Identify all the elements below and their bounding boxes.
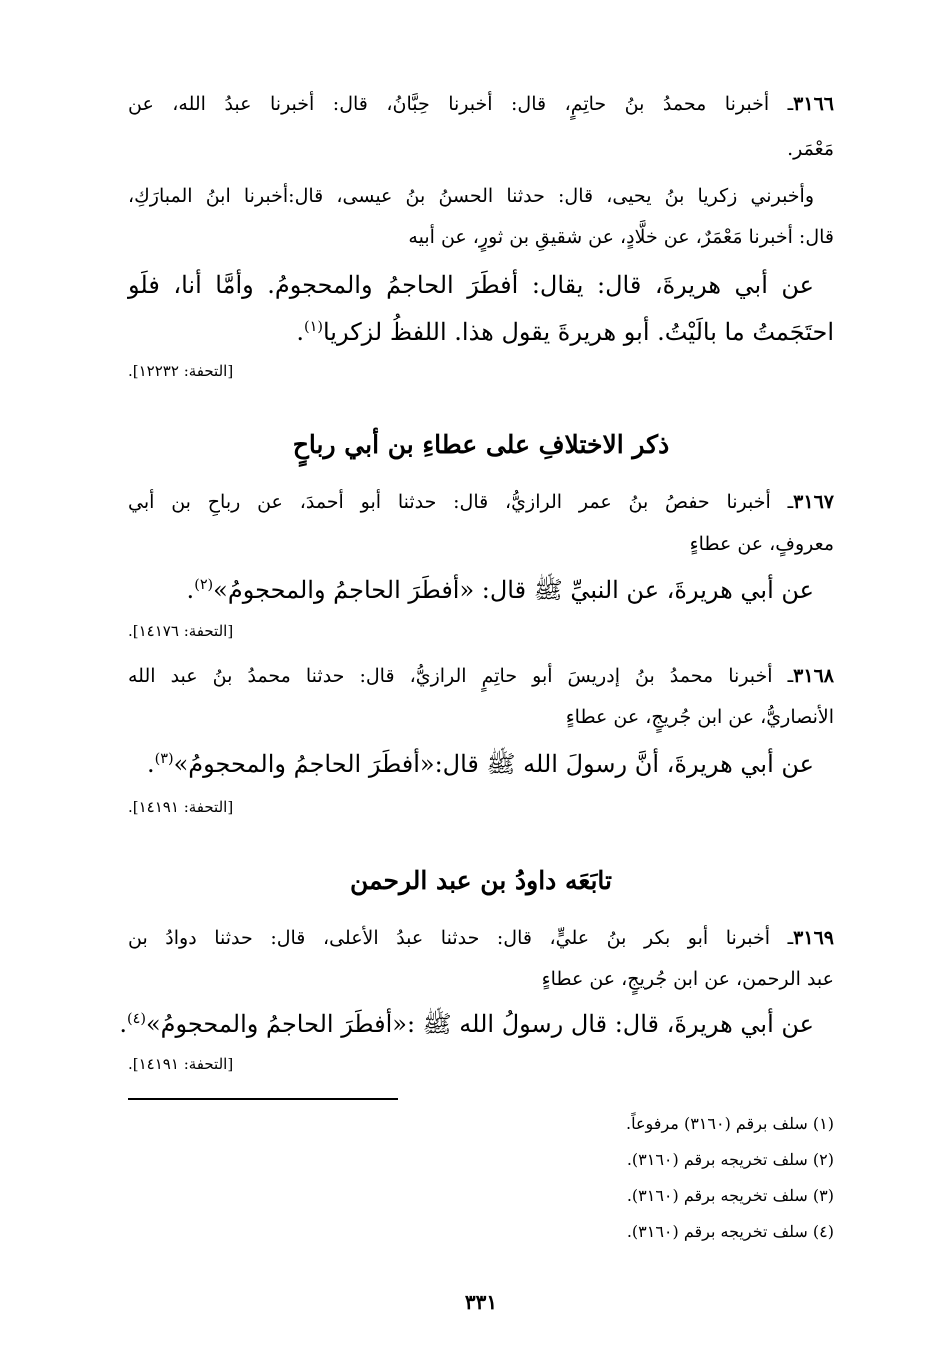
footnote-marker: (٢) bbox=[194, 577, 214, 593]
footnote-divider bbox=[128, 1098, 398, 1100]
hadith-3167-line-1: ٣١٦٧ـ أخبرنا حفصُ بنُ عمر الرازيُّ، قال: حدثنا أبو أحمدَ، عن رباحِ بن أبي bbox=[128, 491, 834, 513]
section-heading: ذكر الاختلافِ على عطاءِ بن أبي رباحٍ bbox=[292, 430, 670, 459]
hadith-3166-line-4: قال: أخبرنا مَعْمَرٌ، عن خلَّادٍ، عن شقيقِ بن ثورٍ، عن أبيه bbox=[408, 226, 834, 248]
footnote-2: (٢) سلف تخريجه برقم (٣١٦٠). bbox=[626, 1150, 834, 1169]
hadith-3169-body-1: عن أبي هريرةَ، قال: قال رسولُ الله ﷺ :«أفطَرَ الحاجمُ والمحجومُ»$^{(٤)}$. bbox=[119, 1010, 814, 1038]
footnote-3: (٣) سلف تخريجه برقم (٣١٦٠). bbox=[626, 1186, 834, 1205]
hadith-3166-line-2: مَعْمَر. bbox=[787, 138, 834, 160]
section-heading: تابَعَه داودُ بن عبد الرحمن bbox=[350, 866, 612, 895]
footnote-marker: (٤) bbox=[126, 1011, 146, 1027]
hadith-3167-body-1: عن أبي هريرةَ، عن النبيِّ ﷺ قال: «أفطَرَ الحاجمُ والمحجومُ»$^{(٢)}$. bbox=[186, 576, 814, 604]
tuhfa-reference: [التحفة: ١٢٢٣٢]. bbox=[128, 362, 234, 380]
hadith-3166-line-1: ٣١٦٦ـ أخبرنا محمدُ بنُ حاتِمٍ، قال: أخبرنا حِبَّانُ، قال: أخبرنا عبدُ الله، عن bbox=[128, 93, 834, 115]
hadith-number: ٣١٦٩ bbox=[793, 927, 834, 949]
hadith-number: ٣١٦٨ bbox=[793, 665, 834, 687]
page-number: ٣٣١ bbox=[464, 1290, 498, 1314]
tuhfa-reference: [التحفة: ١٤١٧٦]. bbox=[128, 622, 234, 640]
hadith-number: ٣١٦٧ bbox=[793, 491, 834, 513]
hadith-3169-line-2: عبد الرحمن، عن ابن جُريجٍ، عن عطاءٍ bbox=[541, 968, 834, 990]
hadith-number: ٣١٦٦ bbox=[793, 93, 834, 115]
book-page bbox=[119, 0, 834, 1363]
footnote-1: (١) سلف برقم (٣١٦٠) مرفوعاً. bbox=[626, 1114, 834, 1133]
tuhfa-reference: [التحفة: ١٤١٩١]. bbox=[128, 1055, 234, 1073]
hadith-3168-line-2: الأنصاريُّ، عن ابن جُريجٍ، عن عطاءٍ bbox=[565, 706, 834, 728]
hadith-3168-body-1: عن أبي هريرةَ، أنَّ رسولَ الله ﷺ قال:«أفطَرَ الحاجمُ والمحجومُ»$^{(٣)}$. bbox=[146, 750, 814, 778]
hadith-3166-line-3: وأخبرني زكريا بنُ يحيى، قال: حدثنا الحسنُ بنُ عيسى، قال:أخبرنا ابنُ المبارَكِ، bbox=[128, 185, 814, 207]
footnote-marker: (٣) bbox=[154, 751, 174, 767]
footnote-4: (٤) سلف تخريجه برقم (٣١٦٠). bbox=[626, 1222, 834, 1241]
hadith-3166-body-1: عن أبي هريرةَ، قال: يقال: أفطَرَ الحاجمُ والمحجومُ. وأمَّا أنا، فلَو bbox=[128, 271, 814, 299]
tuhfa-reference: [التحفة: ١٤١٩١]. bbox=[128, 798, 234, 816]
hadith-3166-body-2: احتَجَمتُ ما بالَيْتُ. أبو هريرةَ يقول هذا. اللفظُ لزكريا$^{(١)}$. bbox=[296, 318, 834, 346]
hadith-3169-line-1: ٣١٦٩ـ أخبرنا أبو بكر بنُ عليٍّ، قال: حدثنا عبدُ الأعلى، قال: حدثنا دوادُ بن bbox=[128, 927, 834, 949]
hadith-3168-line-1: ٣١٦٨ـ أخبرنا محمدُ بنُ إدريسَ أبو حاتِمٍ الرازيُّ، قال: حدثنا محمدُ بنُ عبد الله bbox=[128, 665, 834, 687]
footnote-marker: (١) bbox=[303, 319, 323, 335]
hadith-3167-line-2: معروفٍ، عن عطاءٍ bbox=[689, 533, 834, 555]
